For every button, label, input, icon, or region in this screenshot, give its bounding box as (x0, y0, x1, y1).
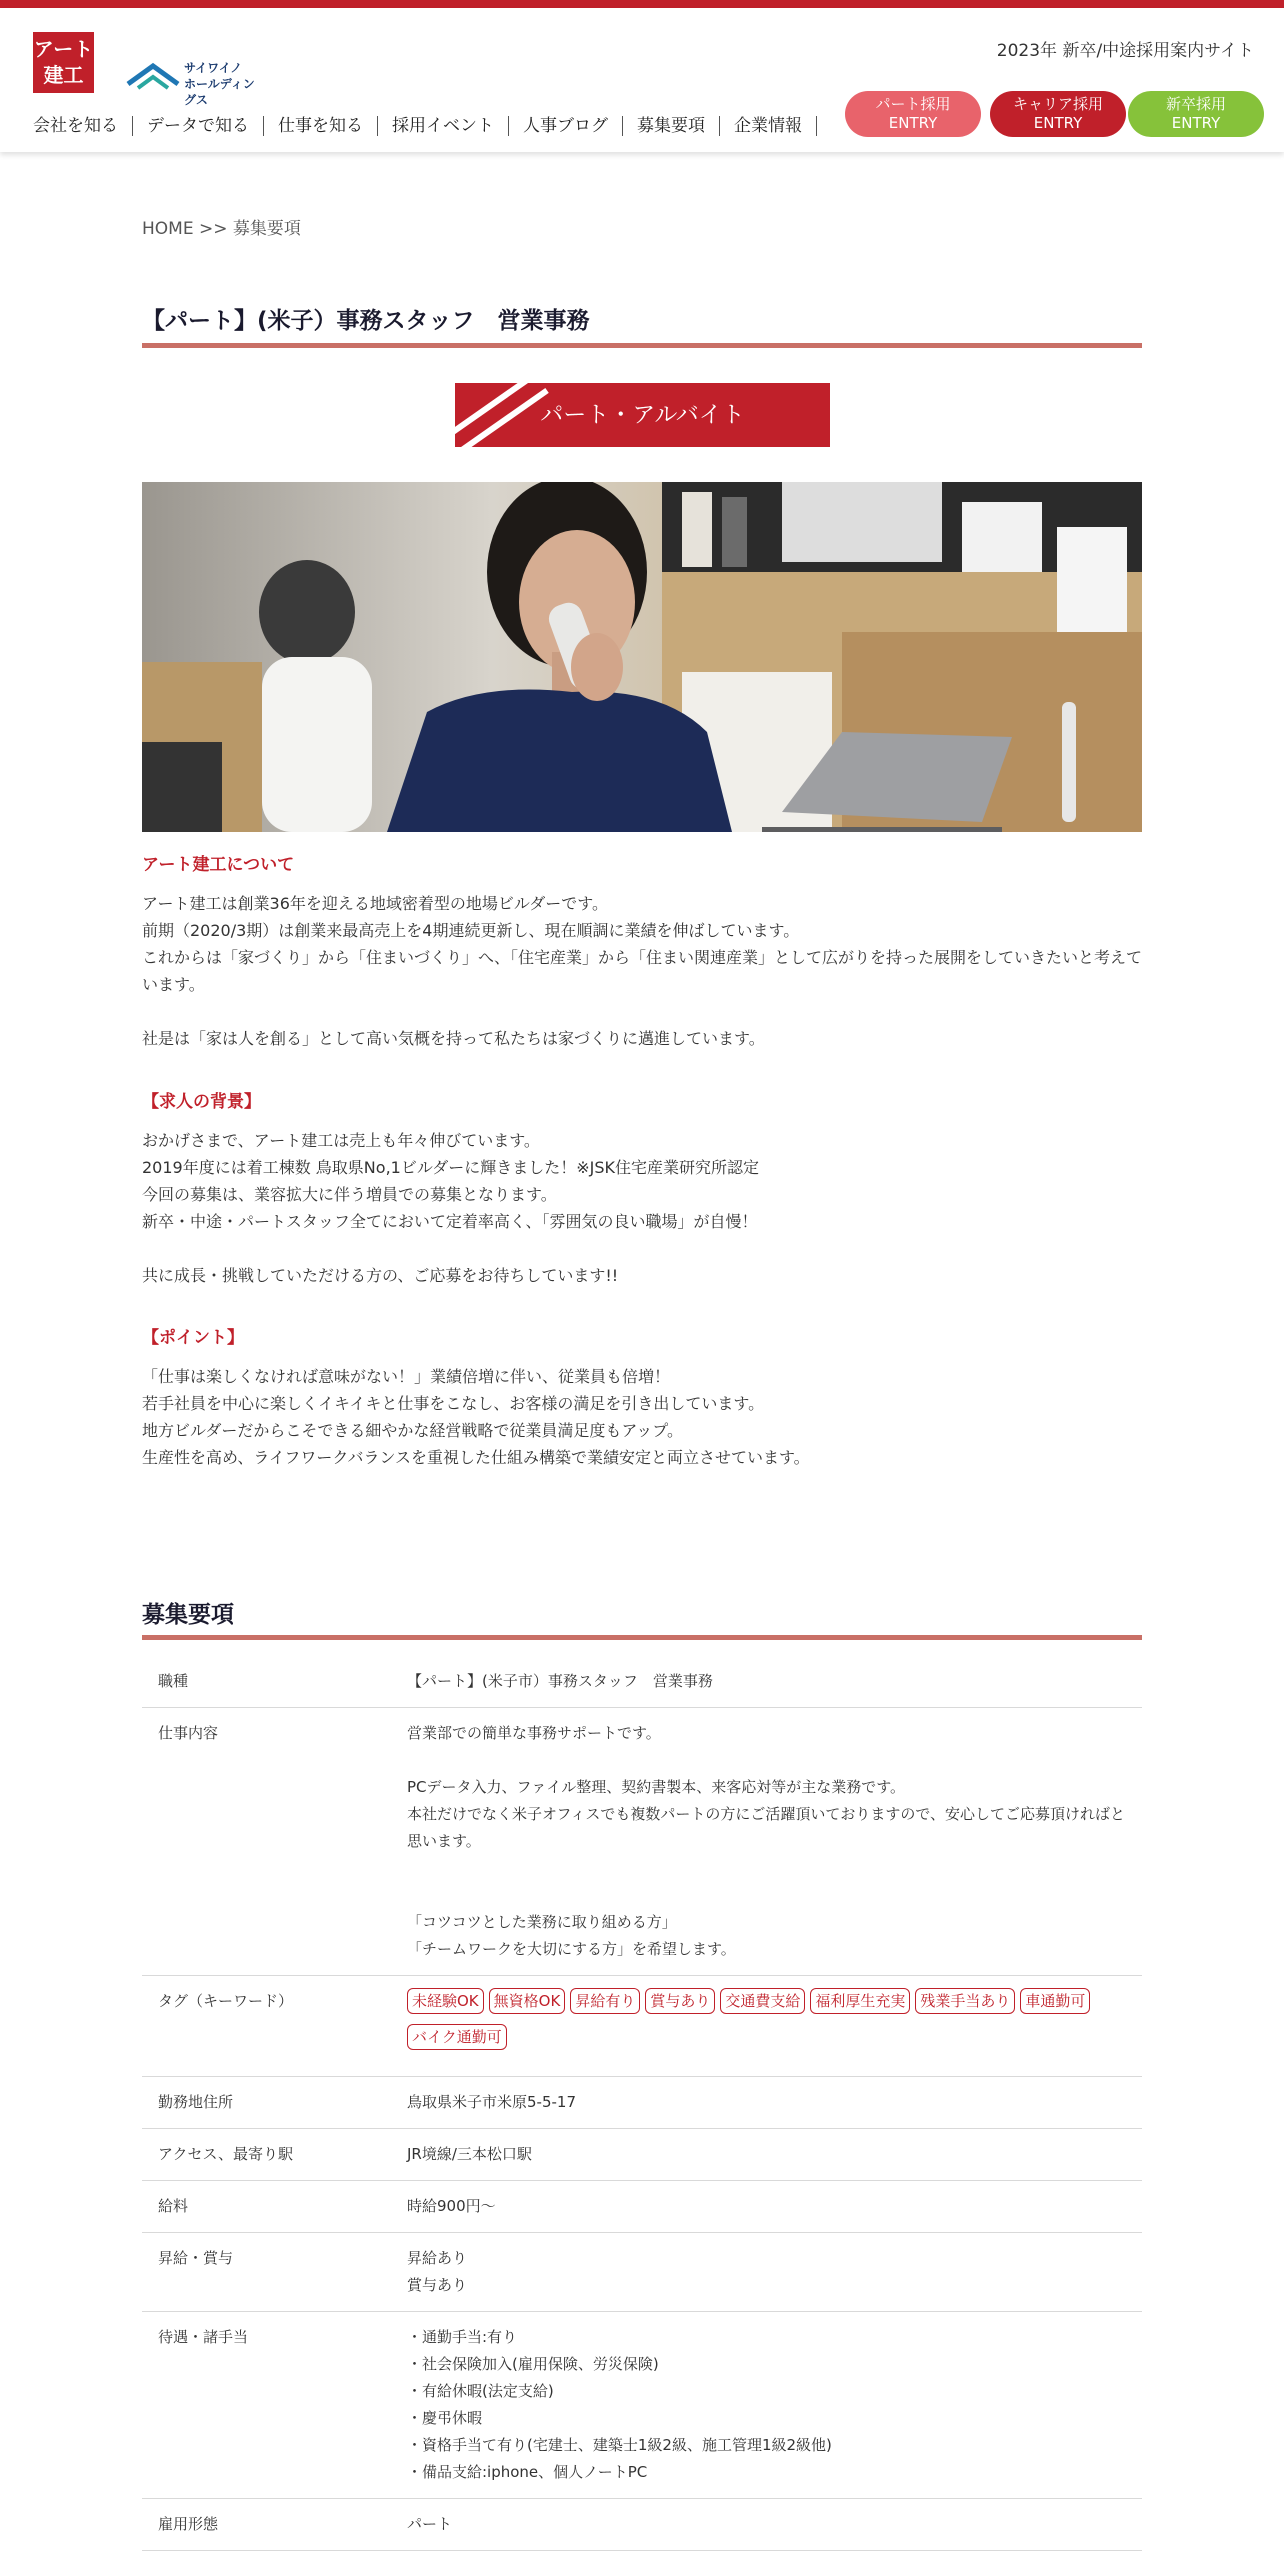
row-value: JR境線/三本松口駅 (407, 2129, 1142, 2181)
global-nav (20, 112, 817, 140)
background-text: おかげさまで、アート建工は売上も年々伸びています。 2019年度には着工棟数 鳥取県No,1ビルダーに輝きました！※JSK住宅産業研究所認定 今回の募集は、業容拡大に伴う増員での募集となります。 新卒・中途・パートスタッフ全てにおいて定着率高く、「雰囲気の良い職場」が自慢！ 共に成長・挑戦していただける方の、ご応募をお待ちしています!! (142, 1131, 759, 1285)
row-label: タグ（キーワード） (142, 1976, 407, 2077)
table-row (142, 2129, 1142, 2181)
tag-chip[interactable]: 未経験OK (407, 1988, 484, 2014)
row-label: 職種 (142, 1656, 407, 1708)
table-row (142, 2077, 1142, 2129)
tag-chip[interactable]: 福利厚生充実 (810, 1988, 910, 2014)
row-label: 給料 (142, 2181, 407, 2233)
requirements-table (142, 1656, 1142, 2551)
tag-list (407, 1988, 1132, 2050)
nav-hr-blog[interactable]: 人事ブログ (509, 116, 623, 136)
site-name: 2023年 新卒/中途採用案内サイト (996, 41, 1254, 61)
row-label: アクセス、最寄り駅 (142, 2129, 407, 2181)
badge-stripe (455, 383, 537, 440)
points-heading: 【ポイント】 (142, 1328, 244, 1348)
tag-chip[interactable]: 昇給有り (570, 1988, 640, 2014)
page-title: 【パート】(米子）事務スタッフ 営業事務 (142, 308, 590, 334)
row-label: 仕事内容 (142, 1708, 407, 1976)
holdings-logo-text: サイワイノ ホールディングス (184, 61, 255, 107)
nav-about-company[interactable]: 会社を知る (20, 116, 133, 136)
table-row (142, 2181, 1142, 2233)
row-label: 勤務地住所 (142, 2077, 407, 2129)
breadcrumb[interactable]: HOME >> 募集要項 (142, 219, 301, 239)
nav-work[interactable]: 仕事を知る (264, 116, 378, 136)
tag-chip[interactable]: バイク通勤可 (407, 2024, 507, 2050)
table-row (142, 1708, 1142, 1976)
new-grad-entry-button[interactable]: 新卒採用 ENTRY (1128, 91, 1264, 137)
employment-type-badge: パート・アルバイト (455, 383, 830, 447)
row-value: 鳥取県米子市米原5-5-17 (407, 2077, 1142, 2129)
site-header (0, 8, 1284, 152)
table-row (142, 2499, 1142, 2551)
row-value: 昇給あり 賞与あり (407, 2233, 1142, 2312)
table-row (142, 1656, 1142, 1708)
row-value: ・通勤手当:有り ・社会保険加入(雇用保険、労災保険) ・有給休暇(法定支給) ・慶弔休暇 ・資格手当て有り(宅建士、建築士1級2級、施工管理1級2級他) ・備品支給:iphone、個人ノートPC (407, 2312, 1142, 2499)
tag-chip[interactable]: 交通費支給 (720, 1988, 805, 2014)
table-row (142, 2233, 1142, 2312)
nav-events[interactable]: 採用イベント (378, 116, 509, 136)
table-row (142, 2312, 1142, 2499)
row-label: 雇用形態 (142, 2499, 407, 2551)
row-label: 待遇・諸手当 (142, 2312, 407, 2499)
title-underline (142, 343, 1142, 348)
tag-chip[interactable]: 賞与あり (645, 1988, 715, 2014)
nav-company-info[interactable]: 企業情報 (720, 116, 817, 136)
row-value: パート (407, 2499, 1142, 2551)
about-text: アート建工は創業36年を迎える地域密着型の地場ビルダーです。 前期（2020/3期）は創業来最高売上を4期連続更新し、現在順調に業績を伸ばしています。 これからは「家づくり」から「住まいづくり」へ、「住宅産業」から「住まい関連産業」として広がりを持った展開をしていきたいと考えています。 社是は「家は人を創る」として高い気概を持って私たちは家づくりに邁進しています。 (142, 894, 1143, 1048)
art-kenko-logo[interactable]: アート 建工 (33, 32, 94, 93)
office-photo (142, 482, 1142, 832)
holdings-logo[interactable] (126, 58, 256, 107)
tag-chip[interactable]: 車通勤可 (1020, 1988, 1090, 2014)
about-heading: アート建工について (142, 855, 295, 875)
career-entry-button[interactable]: キャリア採用 ENTRY (990, 91, 1126, 137)
row-value (407, 1976, 1142, 2077)
top-accent-bar (0, 0, 1284, 8)
nav-data[interactable]: データで知る (133, 116, 264, 136)
row-value: 【パート】(米子市）事務スタッフ 営業事務 (407, 1656, 1142, 1708)
row-value: 営業部での簡単な事務サポートです。 PCデータ入力、ファイル整理、契約書製本、来客応対等が主な業務です。 本社だけでなく米子オフィスでも複数パートの方にご活躍頂いておりますので、安心してご応募頂ければと思います。 「コツコツとした業務に取り組める方」 「チームワークを大切にする方」を希望します。 (407, 1708, 1142, 1976)
nav-requirements[interactable]: 募集要項 (623, 116, 720, 136)
tag-chip[interactable]: 残業手当あり (915, 1988, 1015, 2014)
background-heading: 【求人の背景】 (142, 1092, 261, 1112)
table-row (142, 1976, 1142, 2077)
requirements-underline (142, 1635, 1142, 1640)
row-value: 時給900円〜 (407, 2181, 1142, 2233)
requirements-title: 募集要項 (142, 1602, 234, 1628)
part-entry-button[interactable]: パート採用 ENTRY (845, 91, 981, 137)
row-label: 昇給・賞与 (142, 2233, 407, 2312)
points-text: 「仕事は楽しくなければ意味がない！」業績倍増に伴い、従業員も倍増！ 若手社員を中心に楽しくイキイキと仕事をこなし、お客様の満足を引き出しています。 地方ビルダーだからこそできる細やかな経営戦略で従業員満足度もアップ。 生産性を高め、ライフワークバランスを重視した仕組み構築で業績安定と両立させています。 (142, 1367, 810, 1467)
tag-chip[interactable]: 無資格OK (489, 1988, 566, 2014)
roof-mark-icon (126, 62, 180, 92)
